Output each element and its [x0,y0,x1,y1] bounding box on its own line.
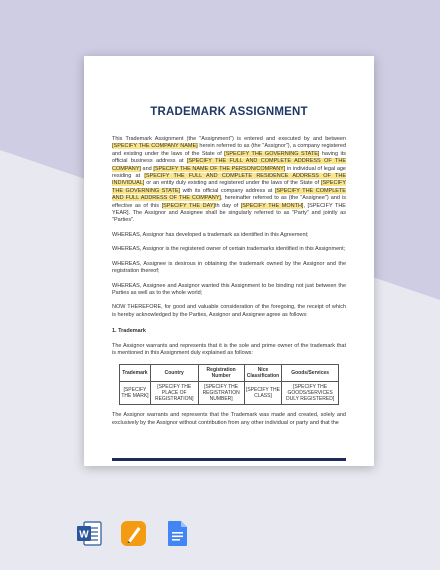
intro-text: or an entity duly existing and registered under the laws of the State of [144,180,321,187]
intro-paragraph [112,136,346,225]
placeholder-highlight: [SPECIFY THE COMPLETE AND FULL ADDRESS OF THE COMPANY] [112,187,346,202]
whereas-clauses [112,232,346,319]
whereas-clause: WHEREAS, Assignor is the registered owner of certain trademarks identified in this Assignment; [112,246,346,253]
document-body [112,136,346,434]
table-header-row [120,365,339,382]
word-icon-letter: W [79,529,89,541]
placeholder-highlight: [SPECIFY THE NAME OF THE PERSON/COMPANY] [153,165,286,172]
table-header: Registration Number [198,365,244,382]
intro-text: and [140,165,154,172]
intro-text: This Trademark Assignment (the "Assignment") is entered and executed by and between [112,136,346,142]
placeholder-highlight: [SPECIFY THE FULL AND COMPLETE ADDRESS OF THE COMPANY] [112,158,346,172]
google-docs-icon[interactable] [164,520,191,547]
word-icon[interactable] [76,520,103,547]
intro-text: in individual of legal age residing at [112,165,346,180]
section-heading: 1. Trademark [112,328,146,335]
intro-text: th day of [215,202,241,209]
whereas-clause: NOW THEREFORE, for good and valuable consideration of the foregoing, the receipt of which is hereby acknowledged by the Parties, Assignor and Assignee agree as follows: [112,304,346,318]
table-cell: [SPECIFY THE REGISTRATION NUMBER] [198,382,244,405]
placeholder-highlight: [SPECIFY THE DAY] [161,202,216,209]
table-row [120,382,339,405]
footer-rule [112,458,346,461]
placeholder-highlight: [SPECIFY THE MONTH] [240,202,304,209]
table-cell: [SPECIFY THE PLACE OF REGISTRATION] [150,382,198,405]
table-cell: [SPECIFY THE CLASS] [244,382,282,405]
table-header: Country [150,365,198,382]
intro-text: having its official business address at [112,150,346,165]
table-header: Nice Classification [244,365,282,382]
section-paragraph: The Assignor warrants and represents that it is the sole and prime owner of the trademark that is mentioned in this Assignment duly explained as follows: [112,342,346,356]
pages-icon[interactable] [120,520,147,547]
placeholder-highlight: [SPECIFY THE COMPANY NAME] [112,143,198,150]
document-page [84,56,374,466]
intro-text: , [SPECIFY THE YEAR]. The Assignor and Assignee shall be singularly referred to as "Party" and jointly as "Parties". [112,202,346,224]
app-icons [76,520,191,547]
whereas-clause: WHEREAS, Assignee and Assignor wanted this Assignment to be binding not just between the Parties as well as to the whole world; [112,282,346,296]
table-header: Goods/Services [282,365,339,382]
placeholder-highlight: [SPECIFY THE GOVERNING STATE] [112,180,346,194]
whereas-clause: WHEREAS, Assignee is desirous in obtaining the trademark owned by the Assignor and the registration thereof; [112,260,346,275]
intro-text: , hereinafter referred to as (the "Assignee") and is effective as of this [112,195,346,209]
placeholder-highlight: [SPECIFY THE GOVERNING STATE] [224,150,320,157]
table-cell: [SPECIFY THE MARK] [120,382,151,405]
table-cell: [SPECIFY THE GOODS/SERVICES DULY REGISTERED] [282,382,339,405]
document-title: TRADEMARK ASSIGNMENT [150,106,308,118]
intro-text: herein referred to as (the "Assignor"), a company registered and existing under the laws of the State of [112,143,347,157]
placeholder-highlight: [SPECIFY THE FULL AND COMPLETE RESIDENCE ADDRESS OF THE INDIVIDUAL] [112,173,347,187]
trademark-table [119,364,339,405]
whereas-clause: WHEREAS, Assignor has developed a trademark as identified in this Agreement; [112,231,309,238]
table-header: Trademark [120,365,151,382]
intro-text: with its official company address at [180,187,275,194]
section-paragraph: The Assignor warrants and represents that the Trademark was made and created, solely and exclusively by the Assignor without contribution from any other individual or party and that the [112,412,346,426]
